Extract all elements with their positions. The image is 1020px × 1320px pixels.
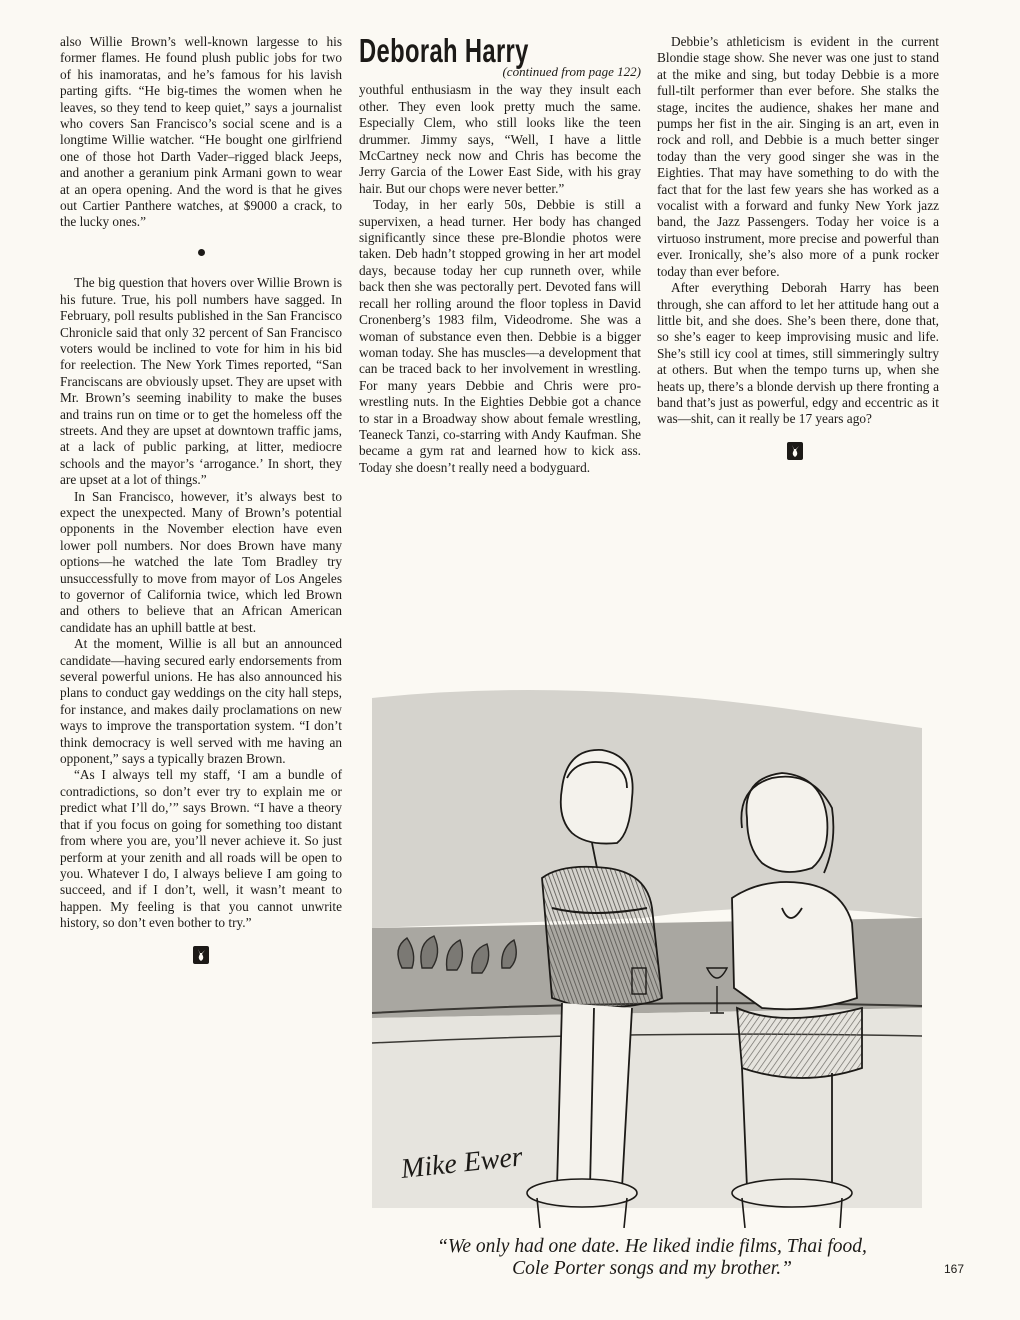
paragraph: Debbie’s athleticism is evident in the current Blondie stage show. She never was one just to stand at the mike and sing, but today Debbie is a more full-tilt performer than ever before. She stalks the stage, incites the audience, shakes her mane and pumps her fist in the air. Singing is an art, even in rock and roll, and Debbie is a much better singer today than the very good singer she was in the Eighties. That may have something to do with the fact that for the last few years she has worked as a vocalist with a forward and funky New York jazz band, the Jazz Passengers. Today her voice is a virtuoso instrument, more precise and powerful than ever. Ironically, she’s also more of a punk rocker today than ever before. bbox=[657, 34, 939, 279]
article-column-3 bbox=[657, 34, 939, 460]
column-1-bottom-text bbox=[60, 275, 342, 931]
page-number: 167 bbox=[944, 1262, 965, 1276]
cartoon-caption bbox=[372, 1236, 932, 1280]
cartoonist-signature: Mike Ewer bbox=[399, 1141, 525, 1185]
article-headline: Deborah Harry bbox=[359, 32, 529, 69]
paragraph: At the moment, Willie is all but an announced candidate—having secured early endorsements from several powerful unions. He has also announced his plans to conduct gay weddings on the city hall steps, for instance, and makes daily proclamations on new ways to improve the transportation system. “I don’t think democracy is well served with me having an opponent,” says a typically brazen Brown. bbox=[60, 636, 342, 767]
paragraph: After everything Deborah Harry has been through, she can afford to let her attitude hang out a little bit, and she does. She’s been there, done that, so she’s eager to keep improvising music and life. She’s still icy cool at times, still simmeringly sultry at others. But when the tempo turns up, when she heats up, there’s a blonde dervish up there fronting a band that’s just as powerful, edgy and eccentric as it was—shit, can it really be 17 years ago? bbox=[657, 280, 939, 427]
rabbit-head-icon bbox=[193, 946, 209, 964]
continued-note: (continued from page 122) bbox=[502, 64, 641, 79]
cartoon-illustration bbox=[362, 668, 940, 1228]
article-column-2 bbox=[359, 34, 641, 476]
paragraph: In San Francisco, however, it’s always best to expect the unexpected. Many of Brown’s potential opponents in the November election have even lower poll numbers. Nor does Brown have many options—he watched the late Tom Bradley try unsuccessfully to move from mayor of Los Angeles to governor of California twice, which led Brown and others to believe that an African American candidate has an uphill battle at best. bbox=[60, 488, 342, 635]
column-1-top-text bbox=[60, 34, 342, 231]
paragraph: youthful enthusiasm in the way they insult each other. They even look pretty much the same. Especially Clem, who still looks like the teen drummer. Jimmy says, “Well, I have a little McCartney neck now and Chris has become the Jerry Garcia of the Lower East Side, with his gray hair. But our chops were never better.” bbox=[359, 82, 641, 196]
caption-line-2: Cole Porter songs and my brother.” bbox=[512, 1258, 792, 1279]
caption-line-1: “We only had one date. He liked indie films, Thai food, bbox=[437, 1236, 867, 1257]
rabbit-head-icon bbox=[787, 442, 803, 460]
article-column-1 bbox=[60, 34, 342, 964]
paragraph: The big question that hovers over Willie Brown is his future. True, his poll numbers have sagged. In February, poll results published in the San Francisco Chronicle said that only 32 percent of San Francisco voters would be inclined to vote for him in his bid for reelection. The New York Times reported, “San Franciscans are obviously upset. They are upset with Mr. Brown’s seeming inability to make the buses and trains run on time or to get the homeless off the streets. And they are upset at downtown traffic jams, at a lack of public parking, at litter, mediocre schools and the mayor’s ‘arrogance.’ In short, they are upset at a lot of things.” bbox=[60, 275, 342, 488]
paragraph: “As I always tell my staff, ‘I am a bundle of contradictions, so don’t ever try to explain me or predict what I’ll do,’” says Brown. “I have a theory that if you focus on going for something too distant from where you are, you’ll never achieve it. So just perform at your zenith and all roads will be open to you. Whatever I do, I always believe I am going to succeed, and if I don’t, well, it wasn’t meant to happen. My feeling is that you cannot unwrite history, so don’t even bother to try.” bbox=[60, 767, 342, 931]
paragraph: Today, in her early 50s, Debbie is still a supervixen, a head turner. Her body has changed significantly since these pre-Blondie photos were taken. Deb hadn’t stopped growing in her art model days, because today her cup runneth over, while back then she was pectorally pert. Devoted fans will recall her rolling around the floor topless in David Cronenberg’s 1983 film, Videodrome. She was a woman of substance even then. Debbie is a bigger woman today. She has muscles—a development that can be traced back to her involvement in wrestling. For many years Debbie and Chris were pro-wrestling nuts. In the Eighties Debbie got a chance to star in a Broadway show about female wrestling, Teaneck Tanzi, co-starring with Andy Kaufman. She became a gym rat and learned how to kick ass. Today she doesn’t really need a bodyguard. bbox=[359, 197, 641, 475]
section-break-bullet bbox=[60, 245, 342, 261]
paragraph: also Willie Brown’s well-known largesse to his former flames. He found plush public jobs for two of his inamoratas, and he’s famous for his lavish parting gifts. “He big-times the women when he leaves, so they tend to keep quiet,” says a journalist who covers San Francisco’s social scene and is a longtime Willie watcher. “He bought one girlfriend one of those hot Darth Vader–rigged black Jeeps, and another a geranium pink Armani gown to wear at an opera opening. And the word is that he gives out Cartier Panthere watches, at $9000 a crack, to the lucky ones.” bbox=[60, 34, 342, 230]
